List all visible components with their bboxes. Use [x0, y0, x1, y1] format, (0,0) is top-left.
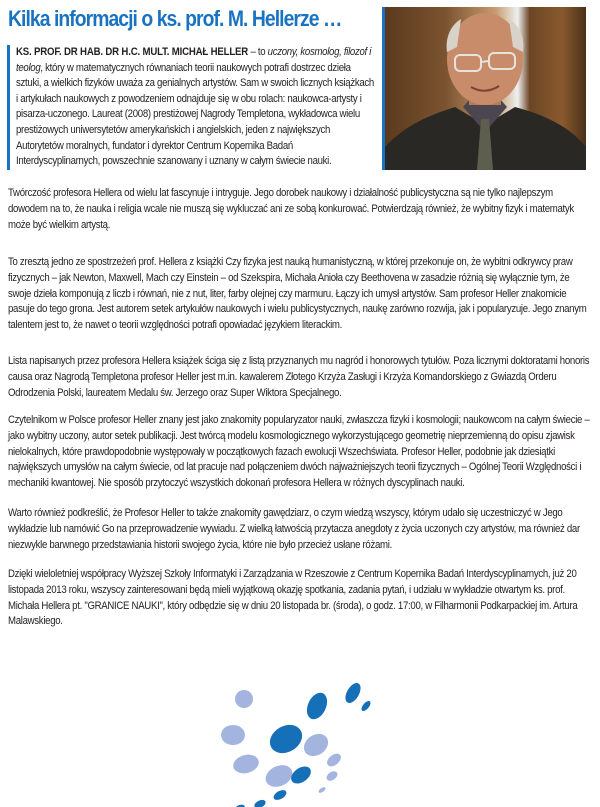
- logo-dot: [300, 729, 333, 760]
- logo-dot: [221, 725, 245, 745]
- paragraph-2: To zresztą jedno ze spostrzeżeń prof. Hellera z książki Czy fizyka jest nauką humanistyczną, w której przekonuje on, że wybitni odkrywcy praw fizycznych – jak Newton, Maxwell, Mach czy Einstein – od Szekspira, Michała Anioła czy Beethovena w zasadzie różnią się wyłącznie tym, że swoje dzieła komponują z liczb i równań, nie z nut, liter, farby olejnej czy marmuru. Łączy ich umysł artystów. Sam profesor Heller znakomicie pasuje do tego grona. Jest autorem setek artykułów naukowych i wielu publicystycznych, naukę zarówno rozwija, jak i popularyzuje. Jego znanym talentem jest to, że nawet o teorii względności potrafi opowiadać językiem literackim.: [8, 256, 587, 332]
- portrait-photo: [382, 7, 586, 170]
- portrait-illustration: [385, 7, 586, 170]
- logo-dot: [234, 803, 245, 807]
- lead-dash: – to: [248, 46, 268, 58]
- lead-roles: uczony, kosmolog, filozof i teolog: [16, 46, 372, 74]
- lead-paragraph: [16, 45, 377, 170]
- wsiz-logo-icon: [200, 668, 400, 807]
- paragraph-3: Lista napisanych przez profesora Hellera książek ściga się z listą przyznanych mu nagród i honorowych tytułów. Poza licznymi doktoratami honoris causa oraz Nagrodą Templetona profesor Heller jest m.in. kawalerem Złotego Krzyża Zasługi i Krzyża Komandorskiego z Gwiazdą Orderu Odrodzenia Polski, laureatem Medalu św. Jerzego oraz Super Wiktora Specjalnego.: [8, 355, 590, 399]
- lead-rest: , który w matematycznych równaniach teorii naukowych potrafi dostrzec dzieła sztuki, a wielkich fizyków uważa za genialnych artystów. Sam w swoich licznych książkach i artykułach naukowych z powodzeniem odnajduje się w obu rolach: naukowca-artysty i pisarza-uczonego. Laureat (2008) prestiżowej Nagrody Templetona, wykładowca wielu prestiżowych uniwersytetów amerykańskich i angielskich, jeden z największych Autorytetów moralnych, fundator i dyrektor Centrum Kopernika Badań Interdyscyplinarnych, powszechnie szanowany i uznany w całym świecie nauki.: [16, 61, 374, 168]
- logo-dot: [342, 680, 363, 705]
- lead-name: KS. PROF. DR HAB. DR H.C. MULT. MICHAŁ HELLER: [16, 46, 249, 58]
- lead-block: [7, 45, 377, 170]
- logo-dot: [265, 719, 307, 759]
- logo-dot: [262, 761, 296, 791]
- logo-dot: [235, 690, 253, 708]
- logo-dot: [318, 786, 327, 794]
- logo-dot: [272, 788, 288, 802]
- paragraph-6: Dzięki wieloletniej współpracy Wyższej Szkoły Informatyki i Zarządzania w Rzeszowie z Centrum Kopernika Badań Interdyscyplinarnych, już 20 listopada 2013 roku, wszyscy zainteresowani będą mieli wyjątkową okazję spotkania, zadania pytań, i udziału w wykładzie otwartym ks. prof. Michała Hellera pt. "GRANICE NAUKI", który odbędzie się w dniu 20 listopada br. (środa), o godz. 17:00, w Filharmonii Podkarpackiej im. Artura Malawskiego.: [8, 568, 578, 628]
- paragraph-1: Twórczość profesora Hellera od wielu lat fascynuje i intryguje. Jego dorobek naukowy i działalność publicystyczna są nie tylko najlepszym dowodem na to, że nauka i religia wcale nie muszą się wykluczać ani ze sobą konkurować. Potwierdzają również, że wybitny fizyk i matematyk może być wielkim artystą.: [8, 187, 574, 231]
- page-title: Kilka informacji o ks. prof. M. Hellerze …: [8, 6, 342, 31]
- logo-dot: [325, 769, 339, 782]
- logo-dot: [325, 751, 344, 769]
- logo-dot: [231, 752, 261, 776]
- logo-dot: [253, 798, 267, 807]
- logo-dot: [303, 690, 331, 723]
- paragraph-5: Warto również podkreślić, że Profesor Heller to także znakomity gawędziarz, o czym wiedzą wszyscy, którym udało się uczestniczyć w Jego wykładzie lub namówić Go na przeprowadzenie wywiadu. Z wielką łatwością przytacza anegdoty z życia uczonych czy artystów, ma również dar niezwykle barwnego przedstawiania historii swojego życia, które nie było przecież usłane różami.: [8, 507, 580, 551]
- paragraph-4: Czytelnikom w Polsce profesor Heller znany jest jako znakomity popularyzator nauki, zwłaszcza fizyki i kosmologii; naukowcom na całym świecie – jako wybitny uczony, autor setek publikacji. Jest twórcą modelu kosmologicznego wykorzystującego geometrię nieprzemienną do opisu zjawisk nielokalnych, które prawdopodobnie występowały w początkowych fazach ewolucji Wszechświata. Profesor Heller, podobnie jak dziesiątki największych umysłów na całym świecie, od lat pracuje nad połączeniem dwóch najważniejszych teorii fizycznych – Ogólnej Teorii Względności i mechaniki kwantowej. Nie sposób przytoczyć wszystkich dokonań profesora Hellera w różnych dyscyplinach nauki.: [8, 414, 590, 490]
- logo-dot: [360, 699, 372, 712]
